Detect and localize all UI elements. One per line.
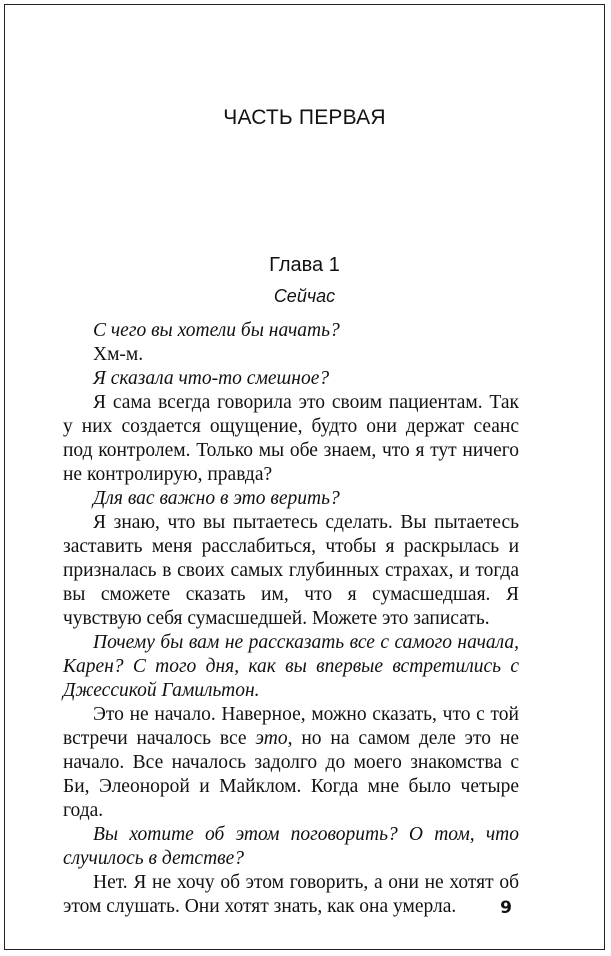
paragraph-answer: Я знаю, что вы пытаетесь сделать. Вы пытаетесь заставить меня расслабиться, чтобы я раскрылась и призналась в своих самых глубинных страхах, и тогда вы сможете сказать им, что я сумасшедшая. Я чувствую себя сумасшедшей. Можете это записать. [63, 512, 519, 629]
paragraph-emphasis: это [255, 728, 288, 749]
book-page [4, 4, 605, 950]
paragraph-question: Вы хотите об этом поговорить? О том, что случилось в детстве? [63, 824, 519, 869]
chapter-subtitle: Сейчас [273, 286, 336, 306]
paragraph-question: Для вас важно в это верить? [93, 488, 340, 509]
paragraph-question: Почему бы вам не рассказать все с самого начала, Карен? С того дня, как вы впервые встретились с Джессикой Гамильтон. [63, 632, 519, 701]
paragraph-answer: Хм-м. [93, 344, 144, 365]
paragraph-answer [63, 703, 519, 823]
paragraph-question: Я сказала что-то смешное? [93, 368, 330, 389]
page-number: 9 [500, 898, 512, 918]
paragraph-question: С чего вы хотели бы начать? [93, 320, 340, 341]
chapter-title: Глава 1 [269, 254, 340, 276]
paragraph-answer: Нет. Я не хочу об этом говорить, а они не хотят об этом слушать. Они хотят знать, как она умерла. [63, 872, 519, 917]
chapter-body [63, 319, 519, 919]
paragraph-text: , но на самом деле это не начало. Все началось задолго до моего знакомства с Би, Элеонорой и Майклом. Когда мне было четыре года. [63, 728, 519, 821]
paragraph-answer: Я сама всегда говорила это своим пациентам. Так у них создается ощущение, будто они держат сеанс под контролем. Только мы обе знаем, что я тут ничего не контролирую, правда? [63, 392, 519, 485]
part-title: ЧАСТЬ ПЕРВАЯ [223, 106, 386, 129]
paragraph-text: Это не начало. Наверное, можно сказать, что с той встречи началось все [63, 704, 519, 749]
